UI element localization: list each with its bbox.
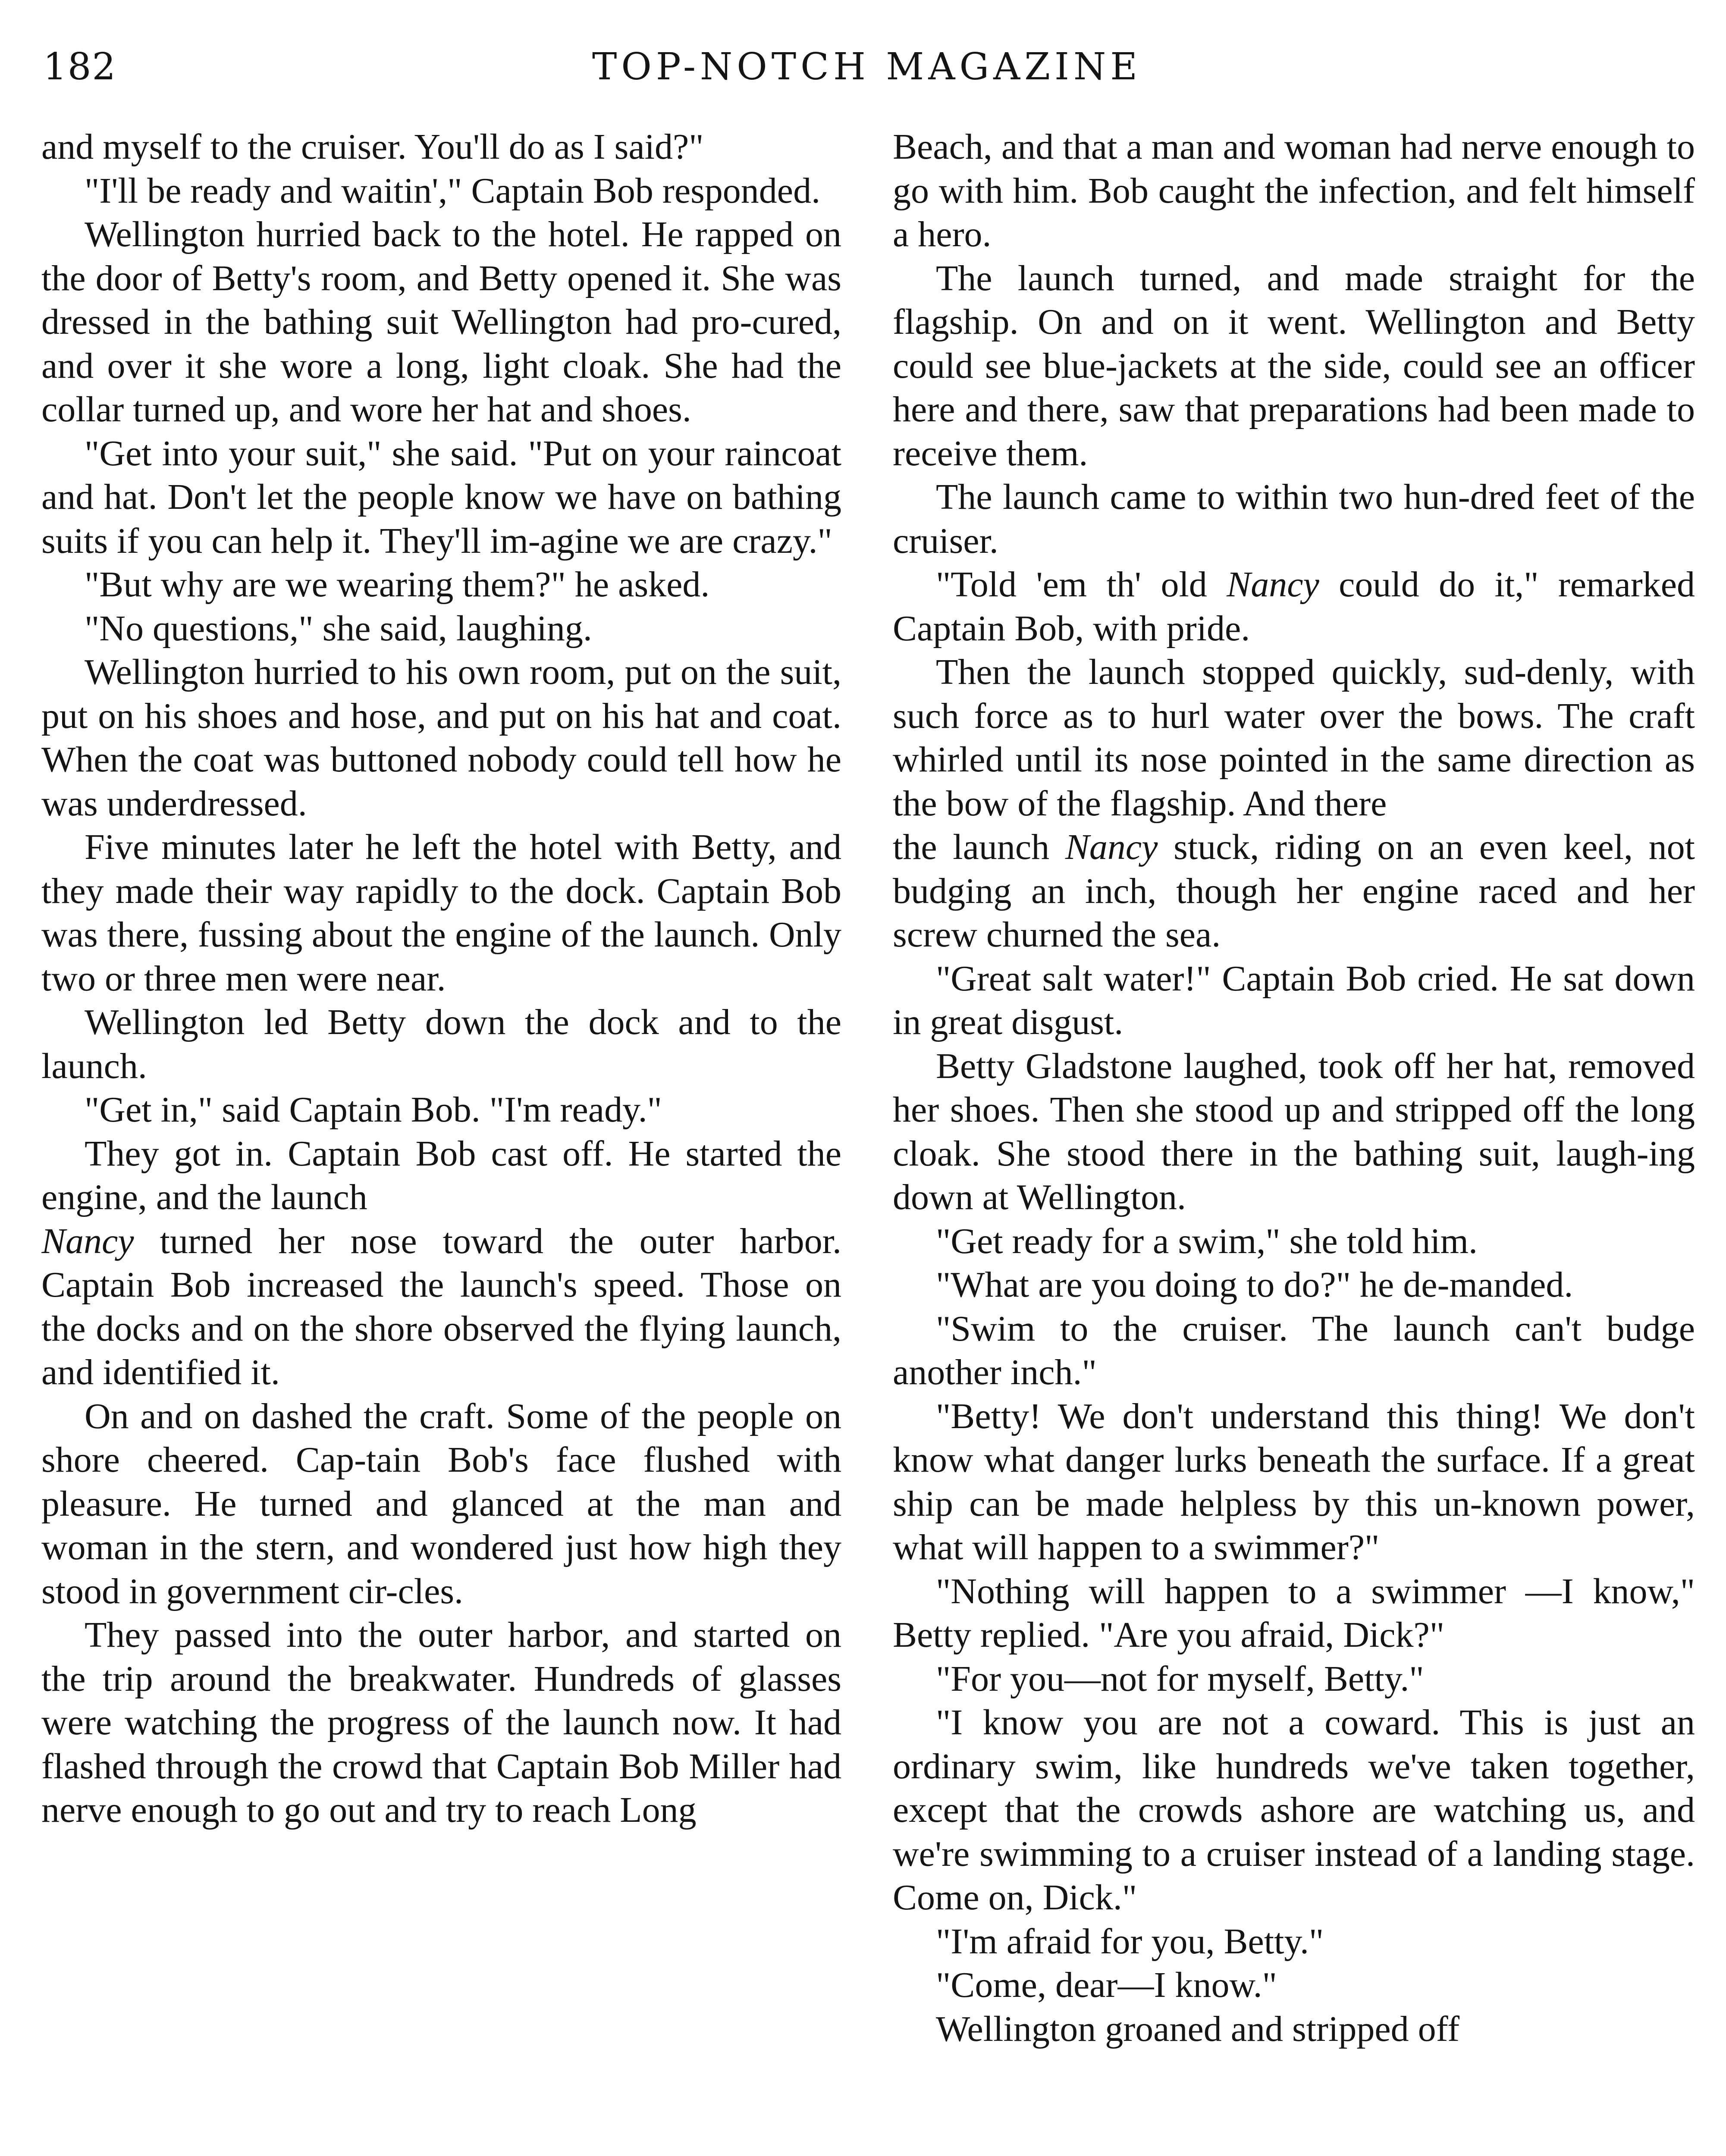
paragraph: On and on dashed the craft. Some of the people on shore cheered. Cap-tain Bob's face flushed with pleasure. He turned and glanced at the man and woman in the stern, and wondered just how high they stood in government cir-cles.: [41, 1396, 841, 1611]
page-number: 182: [43, 45, 117, 88]
paragraph: Five minutes later he left the hotel with Betty, and they made their way rapidly to the dock. Captain Bob was there, fussing about the engine of the launch. Only two or three men were near.: [41, 827, 841, 999]
paragraph: "But why are we wearing them?" he asked.: [85, 564, 710, 605]
paragraph: "Get ready for a swim," she told him.: [936, 1221, 1478, 1261]
paragraph: Then the launch stopped quickly, sud-denly, with such force as to hurl water over the bows. The craft whirled until its nose pointed in the same direction as the bow of the flagship. And there: [893, 652, 1695, 824]
paragraph-text-start: the launch: [893, 827, 1065, 867]
paragraph: "I know you are not a coward. This is just an ordinary swim, like hundreds we've taken together, except that the crowds ashore are watching us, and we're swimming to a cruiser instead of a landing stage. Come on, Dick.": [893, 1702, 1695, 1918]
paragraph: "No questions," she said, laughing.: [85, 608, 592, 649]
paragraph: They passed into the outer harbor, and started on the trip around the breakwater. Hundreds of glasses were watching the progress of the launch now. It had flashed through the crowd that Captain Bob Miller had nerve enough to go out and try to reach Long: [41, 1615, 841, 1830]
paragraph: "I'm afraid for you, Betty.": [936, 1921, 1324, 1962]
paragraph-text-end: stuck, riding on an even keel, not budging an inch, though her engine raced and her screw churned the sea.: [893, 827, 1695, 955]
ship-name: Nancy: [41, 1221, 134, 1261]
running-title: TOP-NOTCH MAGAZINE: [592, 45, 1142, 88]
paragraph: "Come, dear—I know.": [936, 1965, 1277, 2005]
paragraph: The launch came to within two hun-dred feet of the cruiser.: [893, 477, 1695, 561]
paragraph: Wellington hurried to his own room, put on the suit, put on his shoes and hose, and put on his hat and coat. When the coat was buttoned nobody could tell how he was underdressed.: [41, 652, 841, 824]
paragraph: Wellington groaned and stripped off: [936, 2009, 1460, 2049]
paragraph-text-end: could do it," remarked Captain Bob, with pride.: [893, 564, 1695, 649]
paragraph: Beach, and that a man and woman had nerve enough to go with him. Bob caught the infection, and felt himself a hero.: [893, 127, 1695, 254]
paragraph-text-end: turned her nose toward the outer harbor. Captain Bob increased the launch's speed. Those on the docks and on the shore observed the flying launch, and identified it.: [41, 1221, 841, 1392]
left-text-column: [41, 125, 841, 2156]
paragraph: and myself to the cruiser. You'll do as I said?": [41, 127, 704, 167]
ship-name: Nancy: [1065, 827, 1158, 867]
paragraph: [893, 825, 1695, 957]
paragraph: Wellington hurried back to the hotel. He rapped on the door of Betty's room, and Betty opened it. She was dressed in the bathing suit Wellington had pro-cured, and over it she wore a long, light cloak. She had the collar turned up, and wore her hat and shoes.: [41, 214, 841, 429]
ship-name: Nancy: [1227, 564, 1319, 605]
paragraph-text-start: "Told 'em th' old: [936, 564, 1227, 605]
page-header: [43, 43, 1691, 108]
paragraph: "For you—not for myself, Betty.": [936, 1658, 1424, 1699]
paragraph: They got in. Captain Bob cast off. He started the engine, and the launch: [41, 1133, 841, 1217]
paragraph: [41, 1219, 841, 1395]
paragraph: "I'll be ready and waitin'," Captain Bob responded.: [85, 170, 821, 211]
paragraph: "What are you doing to do?" he de-manded.: [936, 1265, 1573, 1305]
paragraph: The launch turned, and made straight for the flagship. On and on it went. Wellington and Betty could see blue-jackets at the side, could see an officer here and there, saw that preparations had been made to receive them.: [893, 258, 1695, 473]
paragraph: "Get into your suit," she said. "Put on your raincoat and hat. Don't let the people know we have on bathing suits if you can help it. They'll im-agine we are crazy.": [41, 433, 841, 561]
right-text-column: [893, 125, 1695, 2156]
paragraph: "Great salt water!" Captain Bob cried. He sat down in great disgust.: [893, 958, 1695, 1042]
paragraph: [893, 563, 1695, 650]
paragraph: Betty Gladstone laughed, took off her hat, removed her shoes. Then she stood up and stripped off the long cloak. She stood there in the bathing suit, laugh-ing down at Wellington.: [893, 1046, 1695, 1217]
paragraph: "Get in," said Captain Bob. "I'm ready.": [85, 1090, 662, 1130]
paragraph: "Nothing will happen to a swimmer —I know," Betty replied. "Are you afraid, Dick?": [893, 1571, 1695, 1655]
paragraph: Wellington led Betty down the dock and to the launch.: [41, 1002, 841, 1086]
paragraph: "Betty! We don't understand this thing! We don't know what danger lurks beneath the surface. If a great ship can be made helpless by this un-known power, what will happen to a swimmer?": [893, 1396, 1695, 1567]
paragraph: "Swim to the cruiser. The launch can't budge another inch.": [893, 1308, 1695, 1392]
